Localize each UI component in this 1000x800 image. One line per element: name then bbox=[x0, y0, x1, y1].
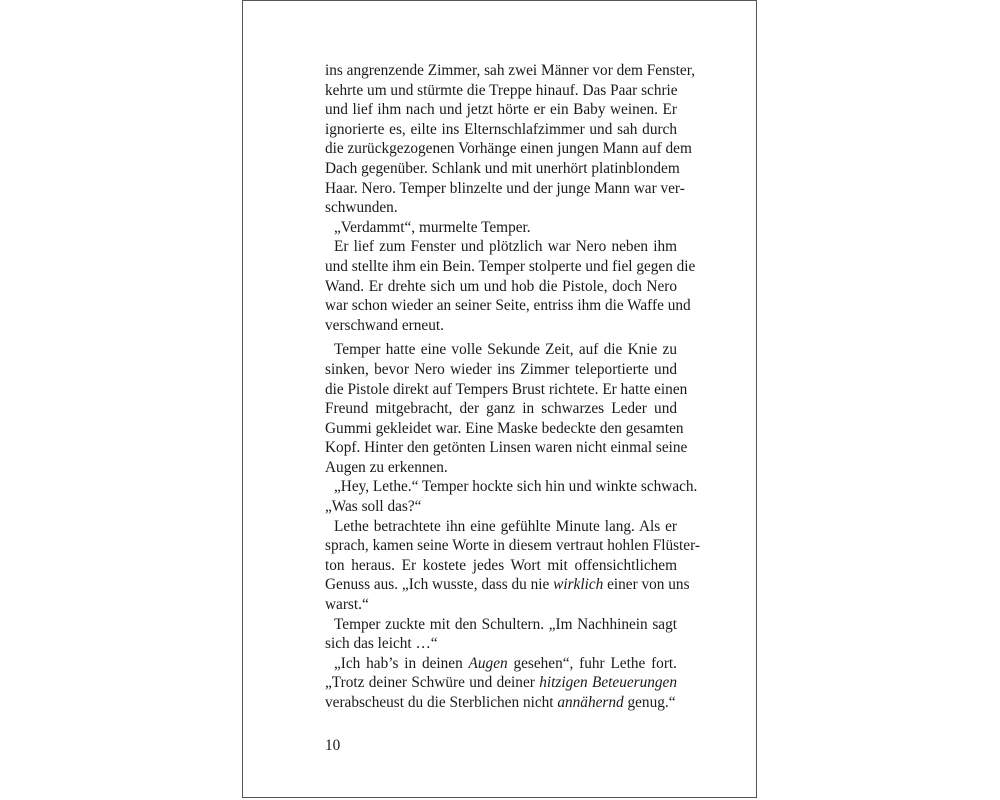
text-line: Kopf. Hinter den getönten Linsen waren nicht einmal seine bbox=[325, 439, 688, 457]
text-line: Temper hatte eine volle Sekunde Zeit, auf die Knie zu bbox=[334, 341, 677, 359]
text-line: sich das leicht …“ bbox=[325, 635, 438, 653]
text-run: genug.“ bbox=[623, 694, 676, 711]
text-line: Wand. Er drehte sich um und hob die Pistole, doch Nero bbox=[325, 277, 677, 295]
text-line: Temper zuckte mit den Schultern. „Im Nachhinein sagt bbox=[334, 615, 677, 633]
text-line bbox=[325, 673, 677, 693]
text-line: warst.“ bbox=[325, 596, 369, 614]
text-line: Augen zu erkennen. bbox=[325, 458, 448, 476]
text-line: die Pistole direkt auf Tempers Brust richtete. Er hatte einen bbox=[325, 380, 688, 398]
text-run: „Ich hab’s in deinen bbox=[334, 654, 469, 672]
text-line bbox=[325, 693, 677, 713]
body-text bbox=[325, 61, 700, 713]
book-page bbox=[242, 0, 757, 798]
page-number: 10 bbox=[325, 737, 341, 754]
text-line: die zurückgezogenen Vorhänge einen jungen Mann auf dem bbox=[325, 140, 692, 158]
text-line: und stellte ihm ein Bein. Temper stolperte und fiel gegen die bbox=[325, 257, 696, 275]
text-line bbox=[325, 575, 690, 595]
text-run: verabscheust du die Sterblichen nicht bbox=[325, 694, 558, 711]
text-line: „Verdammt“, murmelte Temper. bbox=[334, 218, 531, 236]
emphasis-run: annähernd bbox=[557, 694, 624, 711]
text-run: einer von uns bbox=[603, 576, 690, 594]
emphasis-run: Augen bbox=[468, 654, 508, 672]
text-line: Gummi gekleidet war. Eine Maske bedeckte den gesamten bbox=[325, 419, 684, 437]
text-line: Lethe betrachtete ihn eine gefühlte Minute lang. Als er bbox=[334, 517, 677, 535]
text-line: „Hey, Lethe.“ Temper hockte sich hin und winkte schwach. bbox=[334, 478, 698, 496]
text-line: ignorierte es, eilte ins Elternschlafzimmer und sah durch bbox=[325, 120, 677, 138]
text-line: war schon wieder an seiner Seite, entriss ihm die Waffe und bbox=[325, 297, 691, 315]
text-run: gesehen“, fuhr Lethe fort. bbox=[507, 654, 677, 672]
text-line: und lief ihm nach und jetzt hörte er ein Baby weinen. Er bbox=[325, 101, 677, 119]
text-line: schwunden. bbox=[325, 199, 398, 217]
text-line: Er lief zum Fenster und plötzlich war Nero neben ihm bbox=[334, 238, 677, 256]
text-line: verschwand erneut. bbox=[325, 316, 444, 334]
text-line: Haar. Nero. Temper blinzelte und der junge Mann war ver- bbox=[325, 179, 685, 197]
text-line: ton heraus. Er kostete jedes Wort mit offensichtlichem bbox=[325, 556, 677, 574]
text-line: Freund mitgebracht, der ganz in schwarzes Leder und bbox=[325, 400, 677, 418]
text-line: Dach gegenüber. Schlank und mit unerhört platinblondem bbox=[325, 159, 680, 177]
emphasis-run: wirklich bbox=[553, 576, 604, 594]
text-line: kehrte um und stürmte die Treppe hinauf. Das Paar schrie bbox=[325, 81, 678, 99]
text-line: „Was soll das?“ bbox=[325, 498, 422, 516]
text-line: ins angrenzende Zimmer, sah zwei Männer vor dem Fenster, bbox=[325, 62, 696, 79]
text-line: sprach, kamen seine Worte in diesem vertraut hohlen Flüster- bbox=[325, 537, 700, 555]
emphasis-run: hitzigen Beteuerungen bbox=[539, 674, 677, 692]
text-line bbox=[325, 654, 677, 674]
text-run: Genuss aus. „Ich wusste, dass du nie bbox=[325, 576, 554, 594]
text-line: sinken, bevor Nero wieder ins Zimmer teleportierte und bbox=[325, 360, 677, 378]
text-run: „Trotz deiner Schwüre und deiner bbox=[325, 674, 540, 692]
